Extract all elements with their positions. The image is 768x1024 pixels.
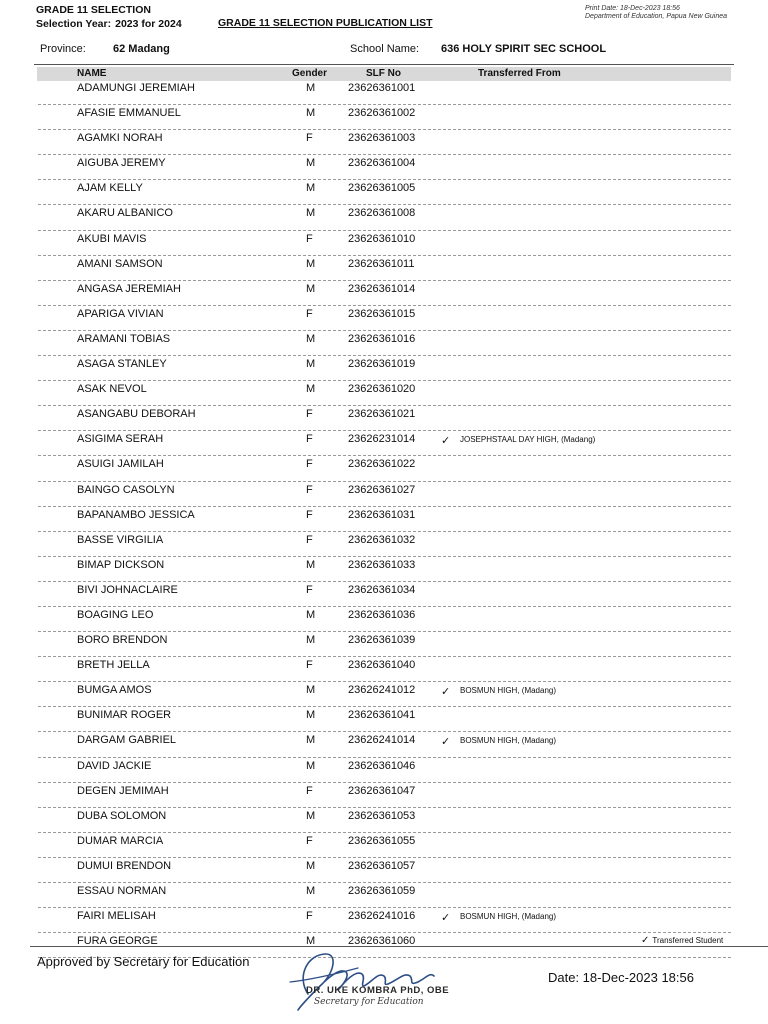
student-name: FAIRI MELISAH (77, 910, 156, 923)
transferred-from: BOSMUN HIGH, (Madang) (460, 736, 557, 746)
table-row (38, 406, 731, 431)
selection-year-label: Selection Year: (36, 18, 112, 30)
selection-year-line (36, 17, 182, 31)
table-row (38, 532, 731, 557)
student-slf-number: 23626361004 (348, 157, 416, 170)
student-gender: F (306, 508, 313, 521)
school-name-label: School Name: (350, 43, 420, 55)
student-name: ADAMUNGI JEREMIAH (77, 82, 195, 94)
student-slf-number: 23626361019 (348, 358, 416, 371)
student-name: BAINGO CASOLYN (77, 483, 175, 496)
student-gender: M (306, 257, 316, 270)
approval-text: Approved by Secretary for Education (37, 954, 250, 969)
student-gender: M (306, 859, 316, 872)
student-name: ASIGIMA SERAH (77, 433, 164, 446)
student-name: DUMUI BRENDON (77, 859, 172, 872)
student-slf-number: 23626361039 (348, 634, 416, 647)
table-row (38, 155, 731, 180)
table-row (38, 707, 731, 732)
student-gender: M (306, 809, 316, 822)
student-name: DUMAR MARCIA (77, 834, 164, 847)
student-gender: M (306, 885, 316, 897)
column-header-slf: SLF No (366, 68, 401, 79)
student-name: DEGEN JEMIMAH (77, 784, 169, 797)
student-slf-number: 23626361021 (348, 408, 416, 421)
table-row (38, 431, 731, 456)
school-info-row (0, 43, 768, 59)
student-name: BOAGING LEO (77, 608, 154, 621)
student-gender: M (306, 358, 316, 371)
table-row (38, 331, 731, 356)
student-slf-number: 23626241014 (348, 734, 416, 747)
student-name: DAVID JACKIE (77, 759, 152, 772)
column-header-transferred: Transferred From (478, 68, 561, 79)
student-gender: M (306, 107, 316, 120)
student-name: BORO BRENDON (77, 634, 168, 647)
student-slf-number: 23626361055 (348, 834, 416, 847)
student-gender: F (306, 583, 313, 596)
table-row (38, 356, 731, 381)
student-name: AKARU ALBANICO (77, 207, 173, 220)
table-row (38, 808, 731, 833)
signatory-name: DR. UKE KOMBRA PhD, OBE (306, 985, 450, 996)
student-name: ARAMANI TOBIAS (77, 332, 171, 345)
student-name: AMANI SAMSON (77, 257, 163, 270)
student-slf-number: 23626241016 (348, 910, 416, 923)
student-gender: M (306, 332, 316, 345)
student-name: AIGUBA JEREMY (77, 157, 166, 170)
student-slf-number: 23626241012 (348, 684, 416, 697)
student-name: BASSE VIRGILIA (77, 533, 164, 546)
student-name: BRETH JELLA (77, 659, 150, 672)
student-slf-number: 23626361059 (348, 885, 416, 897)
student-name: BAPANAMBO JESSICA (77, 508, 195, 521)
table-row (38, 682, 731, 707)
student-slf-number: 23626361011 (348, 257, 415, 270)
table-row (38, 732, 731, 757)
student-name: ASANGABU DEBORAH (77, 408, 196, 421)
student-slf-number: 23626361034 (348, 583, 416, 596)
table-row (38, 205, 731, 230)
student-name: AGAMKI NORAH (77, 132, 163, 145)
table-row (38, 657, 731, 682)
column-header-gender: Gender (292, 68, 328, 79)
student-slf-number: 23626361015 (348, 307, 416, 320)
student-gender: M (306, 709, 316, 722)
student-slf-number: 23626361047 (348, 784, 416, 797)
student-slf-number: 23626361001 (348, 82, 416, 94)
student-gender: M (306, 608, 316, 621)
student-name: DARGAM GABRIEL (77, 734, 177, 747)
student-slf-number: 23626361053 (348, 809, 416, 822)
student-table (0, 80, 768, 958)
student-gender: F (306, 483, 313, 496)
table-row (38, 105, 731, 130)
table-row (38, 833, 731, 858)
student-gender: F (306, 910, 313, 923)
student-gender: M (306, 182, 316, 195)
table-row (38, 256, 731, 281)
student-gender: M (306, 684, 316, 697)
student-gender: F (306, 433, 313, 446)
student-slf-number: 23626361002 (348, 107, 416, 120)
student-gender: M (306, 558, 316, 571)
student-slf-number: 23626361036 (348, 608, 416, 621)
publication-title: GRADE 11 SELECTION PUBLICATION LIST (218, 17, 433, 29)
header-left-block (36, 3, 182, 31)
province-value: 62 Madang (113, 43, 170, 55)
transferred-from: BOSMUN HIGH, (Madang) (460, 686, 557, 696)
student-name: APARIGA VIVIAN (77, 307, 164, 320)
student-gender: F (306, 659, 313, 672)
student-gender: M (306, 759, 316, 772)
grade-title: GRADE 11 SELECTION (36, 4, 151, 16)
table-row (38, 507, 731, 532)
student-name: ANGASA JEREMIAH (77, 282, 181, 295)
selection-year-value: 2023 for 2024 (115, 18, 182, 30)
student-gender: M (306, 282, 316, 295)
student-slf-number: 23626361057 (348, 859, 416, 872)
student-slf-number: 23626361027 (348, 483, 416, 496)
student-slf-number: 23626361046 (348, 759, 416, 772)
transfer-legend (641, 935, 723, 946)
table-row (38, 130, 731, 155)
student-name: DUBA SOLOMON (77, 809, 167, 822)
student-gender: M (306, 634, 316, 647)
student-slf-number: 23626361041 (348, 709, 416, 722)
student-slf-number: 23626361010 (348, 232, 416, 245)
student-gender: F (306, 132, 313, 145)
student-gender: F (306, 458, 313, 471)
column-header-name: NAME (77, 68, 107, 79)
student-name: BIMAP DICKSON (77, 558, 165, 571)
table-row (38, 883, 731, 908)
student-name: BUMGA AMOS (77, 684, 152, 697)
student-name: BIVI JOHNACLAIRE (77, 583, 178, 596)
table-row (38, 381, 731, 406)
legend-label: Transferred Student (652, 936, 724, 945)
table-row (38, 180, 731, 205)
table-row (38, 482, 731, 507)
student-gender: F (306, 784, 313, 797)
student-slf-number: 23626361032 (348, 533, 416, 546)
check-icon: ✓ (641, 935, 650, 946)
print-date: Print Date: 18-Dec-2023 18:56 (585, 5, 680, 12)
table-column-header (37, 67, 731, 81)
student-gender: F (306, 533, 313, 546)
check-icon: ✓ (441, 912, 451, 925)
student-gender: M (306, 207, 316, 220)
header-divider (34, 64, 734, 65)
table-row (38, 607, 731, 632)
school-name-value: 636 HOLY SPIRIT SEC SCHOOL (441, 43, 607, 55)
student-name: AFASIE EMMANUEL (77, 107, 181, 120)
signatory-title: Secretary for Education (314, 997, 424, 1007)
table-row (38, 557, 731, 582)
check-icon: ✓ (441, 736, 451, 749)
check-icon: ✓ (441, 435, 451, 448)
student-gender: M (306, 935, 316, 948)
student-name: BUNIMAR ROGER (77, 709, 172, 722)
student-name: ASUIGI JAMILAH (77, 458, 164, 471)
student-name: ASAGA STANLEY (77, 358, 167, 371)
table-row (38, 783, 731, 808)
student-slf-number: 23626361014 (348, 282, 416, 295)
student-name: AJAM KELLY (77, 182, 143, 195)
student-name: ASAK NEVOL (77, 383, 147, 396)
student-slf-number: 23626361003 (348, 132, 416, 145)
student-gender: F (306, 307, 313, 320)
student-gender: M (306, 383, 316, 396)
student-slf-number: 23626361005 (348, 182, 416, 195)
table-row (38, 582, 731, 607)
student-slf-number: 23626361008 (348, 207, 416, 220)
student-name: FURA GEORGE (77, 935, 158, 948)
table-row (38, 231, 731, 256)
check-icon: ✓ (441, 686, 451, 699)
table-row (38, 758, 731, 783)
student-slf-number: 23626361040 (348, 659, 416, 672)
student-slf-number: 23626231014 (348, 433, 416, 446)
student-slf-number: 23626361033 (348, 558, 416, 571)
table-row (38, 908, 731, 933)
transferred-from: BOSMUN HIGH, (Madang) (460, 912, 557, 922)
table-row (38, 281, 731, 306)
print-info (585, 5, 727, 21)
student-name: AKUBI MAVIS (77, 232, 147, 245)
student-gender: M (306, 734, 316, 747)
table-row (38, 80, 731, 105)
table-row (38, 632, 731, 657)
table-row (38, 858, 731, 883)
student-gender: F (306, 834, 313, 847)
student-slf-number: 23626361060 (348, 935, 416, 948)
student-name: ESSAU NORMAN (77, 885, 167, 897)
table-row (38, 306, 731, 331)
footer-date: Date: 18-Dec-2023 18:56 (548, 970, 694, 985)
student-gender: M (306, 157, 316, 170)
student-slf-number: 23626361020 (348, 383, 416, 396)
transferred-from: JOSEPHSTAAL DAY HIGH, (Madang) (460, 435, 596, 445)
student-gender: M (306, 82, 316, 94)
student-slf-number: 23626361031 (348, 508, 416, 521)
student-slf-number: 23626361016 (348, 332, 416, 345)
department-name: Department of Education, Papua New Guinea (585, 13, 728, 20)
student-gender: F (306, 408, 313, 421)
table-row (38, 456, 731, 481)
province-label: Province: (40, 43, 86, 55)
student-gender: F (306, 232, 313, 245)
student-slf-number: 23626361022 (348, 458, 416, 471)
